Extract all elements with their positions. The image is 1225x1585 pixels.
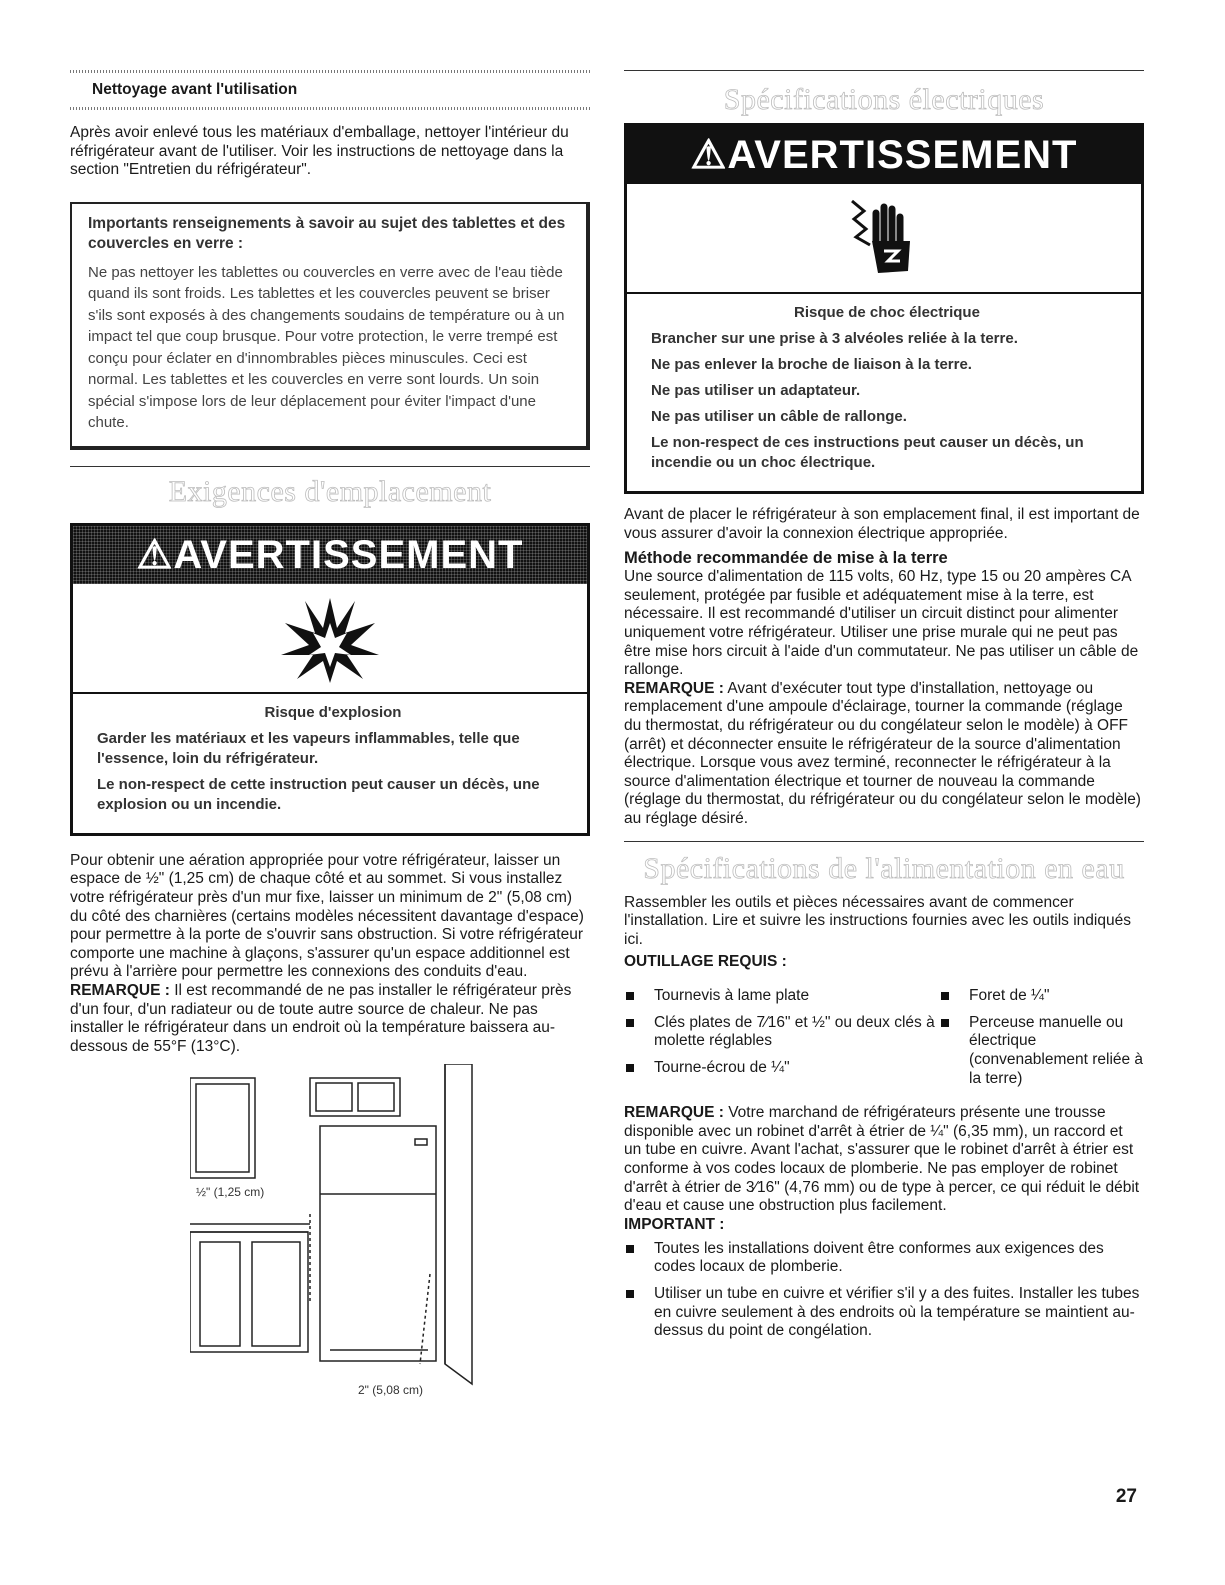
warning-risk: Risque d'explosion [264,703,402,721]
location-text: Pour obtenir une aération appropriée pour votre réfrigérateur, laisser un espace de ½" (1,25 cm) de chaque côté et au sommet. Si vous installez votre réfrigérateur près d'un mur fixe, laisser un minimum de 2" (5,08 cm) du côté des charnières (certains modèles nécessitent davantage d'espace) pour permettre à la porte de s'ouvrir sans obstruction. Si votre réfrigérateur comporte une machine à glaçons, s'assurer qu'un espace additionnel est prévu à l'arrière pour permettre les connexions des conduits d'eau. [70,851,584,981]
important-list [624,1240,1144,1341]
left-column [70,70,590,1398]
electrical-section-title: Spécifications électriques [723,83,1045,116]
tools-list [624,981,1144,1096]
list-item: Tournevis à lame plate [624,987,939,1006]
section-rule [70,466,590,467]
grounding-text: Une source d'alimentation de 115 volts, 60 Hz, type 15 ou 20 ampères CA seulement, protégée par fusible et adéquatement mise à la terre, est nécessaire. Il est recommandé d'utiliser un circuit distinct pour alimenter uniquement votre réfrigérateur. Utiliser une prise murale qui ne peut pas être mise hors circuit à l'aide d'un commutateur. Ne pas utiliser un câble de rallonge. [624,568,1139,679]
warning-consequence: Le non-respect de cette instruction peut causer un décès, une explosion ou un incendie. [97,775,540,813]
list-item: Foret de ¼" [939,987,1144,1006]
shock-warning-box [624,123,1144,494]
dotted-rule [70,70,590,73]
page-number: 27 [1115,1486,1137,1507]
glass-box-text: Ne pas nettoyer les tablettes ou couvercles en verre avec de l'eau tiède quand ils sont froids. Les tablettes et les couvercles peuvent se briser s'ils sont exposés à des changements soudains de température ou à un impact tel que coup brusque. Pour votre protection, le verre trempé est conçu pour éclater en d'innombrables pièces minuscules. Ceci est normal. Les tablettes et les couvercles en verre sont lourds. Un soin spécial s'impose lors de leur déplacement pour éviter l'impact d'une chute. [88,263,565,432]
section-rule [624,70,1144,71]
clearance-diagram [190,1064,490,1398]
warning-triangle-icon: ⚠ [690,133,728,177]
note-label: REMARQUE : [624,679,724,697]
warning-line: Brancher sur une prise à 3 alvéoles reliée à la terre. [651,330,1018,347]
list-item: Toutes les installations doivent être conformes aux exigences des codes locaux de plomberie. [624,1240,1144,1277]
tools-right-list [939,987,1144,1096]
water-intro: Rassembler les outils et pièces nécessaires avant de commencer l'installation. Lire et suivre les instructions fournies avec les outils indiqués ici. [624,893,1131,948]
warning-line: Ne pas utiliser un câble de rallonge. [651,408,907,425]
warning-header [73,526,587,584]
list-item: Utiliser un tube en cuivre et vérifier s'il y a des fuites. Installer les tubes en cuivre seulement à des endroits où la température se maintient au-dessus du point de congélation. [624,1285,1144,1341]
warning-risk: Risque de choc électrique [794,304,980,321]
important-title: IMPORTANT : [624,1215,725,1233]
electrical-intro: Avant de placer le réfrigérateur à son emplacement final, il est important de vous assurer d'avoir la connexion électrique appropriée. [624,506,1140,542]
list-item: Tourne-écrou de ¼" [624,1059,939,1078]
note-text: Il est recommandé de ne pas installer le réfrigérateur près d'un four, d'un radiateur ou de toute autre source de chaleur. Ne pas installer le réfrigérateur dans un endroit où la température baissera au-dessous de 55°F (13°C). [70,981,572,1055]
warning-line: Ne pas utiliser un adaptateur. [651,382,861,399]
glass-box-title: Importants renseignements à savoir au sujet des tablettes et des couvercles en verre : [88,214,566,252]
tools-left-list [624,987,939,1096]
warning-header-label: AVERTISSEMENT [727,133,1078,177]
grounding-title: Méthode recommandée de mise à la terre [624,549,948,568]
section-rule [624,841,1144,842]
cleaning-text: Après avoir enlevé tous les matériaux d'emballage, nettoyer l'intérieur du réfrigérateur avant de l'utiliser. Voir les instructions de nettoyage dans la section "Entretien du réfrigérateur". [70,124,569,179]
warning-consequence: Le non-respect de ces instructions peut causer un décès, un incendie ou un choc électrique. [651,434,1084,471]
note-label: REMARQUE : [70,981,170,999]
tools-title: OUTILLAGE REQUIS : [624,953,787,971]
note-label: REMARQUE : [624,1104,724,1122]
warning-header [627,126,1141,184]
warning-triangle-icon: ⚠ [136,532,174,577]
water-section-title: Spécifications de l'alimentation en eau [643,851,1125,885]
note-text: Votre marchand de réfrigérateurs présente une trousse disponible avec un robinet d'arrêt à étrier de ¼" (6,35 mm), un raccord et un tube en cuivre. Avant l'achat, s'assurer que le robinet d'arrêt à étrier est conforme à vos codes locaux de plomberie. Ne pas employer de robinet d'arrêt à étrier de 3⁄16" (4,76 mm) ou de type à percer, ce qui réduit le débit d'eau et cause une obstruction plus facilement. [624,1104,1140,1215]
electric-shock-icon [627,184,1141,294]
explosion-icon [73,584,587,694]
list-item: Clés plates de 7⁄16" et ½" ou deux clés à molette réglables [624,1014,939,1051]
hinge-clearance-label: 2" (5,08 cm) [358,1383,423,1398]
side-clearance-label: ½" (1,25 cm) [196,1185,265,1200]
glass-info-box [70,202,590,450]
explosion-warning-box [70,523,590,836]
list-item: Perceuse manuelle ou électrique (convenablement reliée à la terre) [939,1014,1144,1088]
cleaning-title: Nettoyage avant l'utilisation [92,81,298,98]
warning-header-label: AVERTISSEMENT [173,532,524,577]
right-column [624,70,1144,1349]
warning-line: Ne pas enlever la broche de liaison à la terre. [651,356,972,373]
dotted-rule [70,107,590,110]
note-text: Avant d'exécuter tout type d'installation, nettoyage ou remplacement d'une ampoule d'éclairage, tourner la commande (réglage du thermostat, du réfrigérateur ou du congélateur selon le modèle) à OFF (arrêt) et déconnecter ensuite le réfrigérateur de la source d'alimentation électrique. Lorsque vous avez terminé, reconnecter le réfrigérateur à la source d'alimentation électrique et tourner de nouveau la commande (réglage du thermostat, du réfrigérateur ou du congélateur selon le modèle) au réglage désiré. [624,679,1141,827]
location-section-title: Exigences d'emplacement [168,474,492,508]
warning-line: Garder les matériaux et les vapeurs inflammables, telle que l'essence, loin du réfrigérateur. [97,729,520,767]
